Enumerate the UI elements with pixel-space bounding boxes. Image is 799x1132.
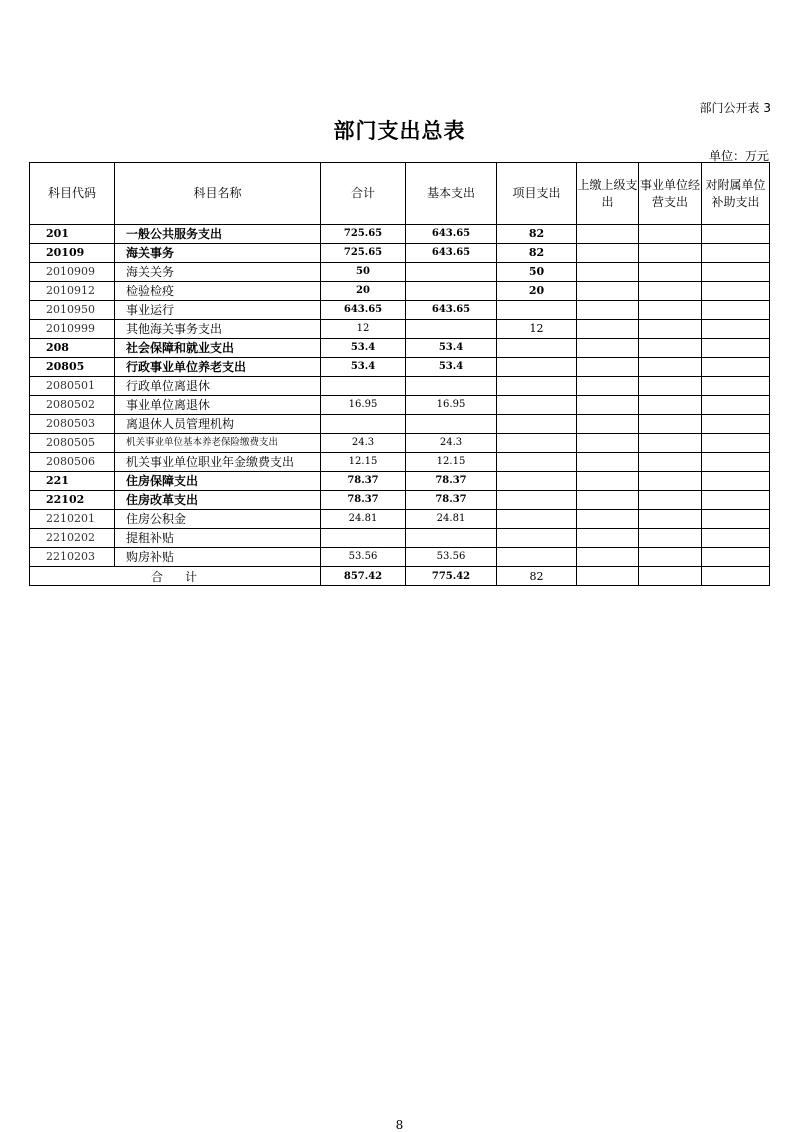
row-code: 2080503 [30,415,115,434]
row-project [497,491,577,510]
table-row [30,282,770,301]
table-row [30,510,770,529]
row-total: 643.65 [321,301,406,320]
row-basic: 53.56 [406,548,497,567]
table-header-row [30,163,770,225]
row-total: 12.15 [321,453,406,472]
table-row [30,415,770,434]
row-upper [577,472,639,491]
row-name: 住房改革支出 [115,491,321,510]
table-row [30,339,770,358]
row-subsidy [702,263,770,282]
row-project: 50 [497,263,577,282]
row-name: 行政事业单位养老支出 [115,358,321,377]
row-code: 20805 [30,358,115,377]
table-row [30,396,770,415]
row-subsidy [702,453,770,472]
row-total: 53.4 [321,358,406,377]
row-operating [639,415,702,434]
row-project [497,358,577,377]
row-project [497,377,577,396]
table-row [30,491,770,510]
row-total [321,529,406,548]
row-name: 事业运行 [115,301,321,320]
row-subsidy [702,244,770,263]
col-header-code: 科目代码 [30,163,115,225]
table-row [30,434,770,453]
row-total: 78.37 [321,491,406,510]
row-code: 201 [30,225,115,244]
row-code: 2010950 [30,301,115,320]
row-name: 一般公共服务支出 [115,225,321,244]
row-basic: 643.65 [406,301,497,320]
row-operating [639,282,702,301]
total-label: 合计 [30,567,321,586]
row-upper [577,320,639,339]
row-operating [639,377,702,396]
row-subsidy [702,396,770,415]
row-project [497,301,577,320]
total-row [30,567,770,586]
col-header-subsidy: 对附属单位补助支出 [702,163,770,225]
row-upper [577,244,639,263]
row-subsidy [702,491,770,510]
row-upper [577,282,639,301]
row-code: 221 [30,472,115,491]
row-name: 检验检疫 [115,282,321,301]
row-basic [406,282,497,301]
col-header-basic: 基本支出 [406,163,497,225]
row-operating [639,548,702,567]
row-operating [639,491,702,510]
row-code: 2080506 [30,453,115,472]
row-total: 50 [321,263,406,282]
row-project [497,510,577,529]
page-title: 部门支出总表 [333,119,466,143]
row-project [497,529,577,548]
row-subsidy [702,510,770,529]
row-upper [577,396,639,415]
row-total: 20 [321,282,406,301]
row-upper [577,529,639,548]
row-project [497,396,577,415]
row-basic: 24.81 [406,510,497,529]
row-operating [639,263,702,282]
row-operating [639,472,702,491]
row-total: 24.81 [321,510,406,529]
row-name: 海关事务 [115,244,321,263]
row-operating [639,358,702,377]
row-name: 行政单位离退休 [115,377,321,396]
row-upper [577,548,639,567]
row-basic: 53.4 [406,339,497,358]
row-subsidy [702,339,770,358]
row-subsidy [702,358,770,377]
row-code: 20109 [30,244,115,263]
row-code: 2010912 [30,282,115,301]
row-upper [577,263,639,282]
total-sum: 857.42 [321,567,406,586]
row-subsidy [702,225,770,244]
row-basic: 12.15 [406,453,497,472]
row-code: 2010909 [30,263,115,282]
row-upper [577,339,639,358]
row-total: 53.4 [321,339,406,358]
table-row [30,453,770,472]
row-upper [577,225,639,244]
row-subsidy [702,415,770,434]
row-basic: 24.3 [406,434,497,453]
row-project: 82 [497,244,577,263]
row-name: 住房公积金 [115,510,321,529]
col-header-name: 科目名称 [115,163,321,225]
table-row [30,548,770,567]
table-row [30,377,770,396]
table-row [30,225,770,244]
row-basic: 643.65 [406,225,497,244]
total-basic: 775.42 [406,567,497,586]
row-code: 2210201 [30,510,115,529]
row-basic: 78.37 [406,491,497,510]
row-basic: 643.65 [406,244,497,263]
page-number: 8 [395,1118,404,1132]
row-upper [577,301,639,320]
table-body [30,225,770,567]
row-project [497,453,577,472]
row-operating [639,339,702,358]
row-subsidy [702,529,770,548]
total-subsidy [702,567,770,586]
row-upper [577,377,639,396]
row-upper [577,510,639,529]
row-operating [639,510,702,529]
row-subsidy [702,472,770,491]
row-code: 2010999 [30,320,115,339]
table-row [30,320,770,339]
row-subsidy [702,434,770,453]
total-project: 82 [497,567,577,586]
row-project [497,415,577,434]
row-basic [406,377,497,396]
row-name: 其他海关事务支出 [115,320,321,339]
table-row [30,301,770,320]
row-code: 2080502 [30,396,115,415]
row-total [321,415,406,434]
row-total: 16.95 [321,396,406,415]
row-subsidy [702,301,770,320]
row-upper [577,415,639,434]
row-subsidy [702,548,770,567]
row-subsidy [702,377,770,396]
row-subsidy [702,320,770,339]
row-upper [577,453,639,472]
row-subsidy [702,282,770,301]
row-name: 购房补贴 [115,548,321,567]
row-code: 2080501 [30,377,115,396]
table-number-label: 部门公开表 3 [699,101,771,115]
expenditure-table [29,162,770,586]
row-project: 20 [497,282,577,301]
row-operating [639,396,702,415]
row-total: 24.3 [321,434,406,453]
row-total: 53.56 [321,548,406,567]
row-operating [639,244,702,263]
row-name: 机关事业单位基本养老保险缴费支出 [115,434,321,453]
unit-label: 单位：万元 [708,149,769,163]
row-name: 海关关务 [115,263,321,282]
row-total: 725.65 [321,244,406,263]
row-upper [577,434,639,453]
table-row [30,529,770,548]
row-project [497,548,577,567]
row-basic [406,529,497,548]
row-basic: 16.95 [406,396,497,415]
row-basic [406,320,497,339]
col-header-upper: 上缴上级支出 [577,163,639,225]
table-row [30,472,770,491]
col-header-project: 项目支出 [497,163,577,225]
row-operating [639,529,702,548]
total-upper [577,567,639,586]
row-code: 2210203 [30,548,115,567]
table-row [30,263,770,282]
row-upper [577,358,639,377]
row-operating [639,434,702,453]
row-name: 离退休人员管理机构 [115,415,321,434]
row-code: 22102 [30,491,115,510]
col-header-operating: 事业单位经营支出 [639,163,702,225]
row-name: 提租补贴 [115,529,321,548]
row-total: 12 [321,320,406,339]
row-operating [639,301,702,320]
row-name: 事业单位离退休 [115,396,321,415]
row-name: 住房保障支出 [115,472,321,491]
row-operating [639,320,702,339]
col-header-total: 合计 [321,163,406,225]
row-basic [406,263,497,282]
total-operating [639,567,702,586]
row-name: 社会保障和就业支出 [115,339,321,358]
row-total: 725.65 [321,225,406,244]
table-row [30,358,770,377]
row-code: 208 [30,339,115,358]
row-total: 78.37 [321,472,406,491]
row-project: 12 [497,320,577,339]
row-project [497,434,577,453]
table-row [30,244,770,263]
row-basic: 78.37 [406,472,497,491]
row-code: 2210202 [30,529,115,548]
row-basic [406,415,497,434]
row-operating [639,225,702,244]
row-name: 机关事业单位职业年金缴费支出 [115,453,321,472]
row-project: 82 [497,225,577,244]
row-project [497,472,577,491]
row-code: 2080505 [30,434,115,453]
row-project [497,339,577,358]
row-basic: 53.4 [406,358,497,377]
row-total [321,377,406,396]
row-operating [639,453,702,472]
row-upper [577,491,639,510]
